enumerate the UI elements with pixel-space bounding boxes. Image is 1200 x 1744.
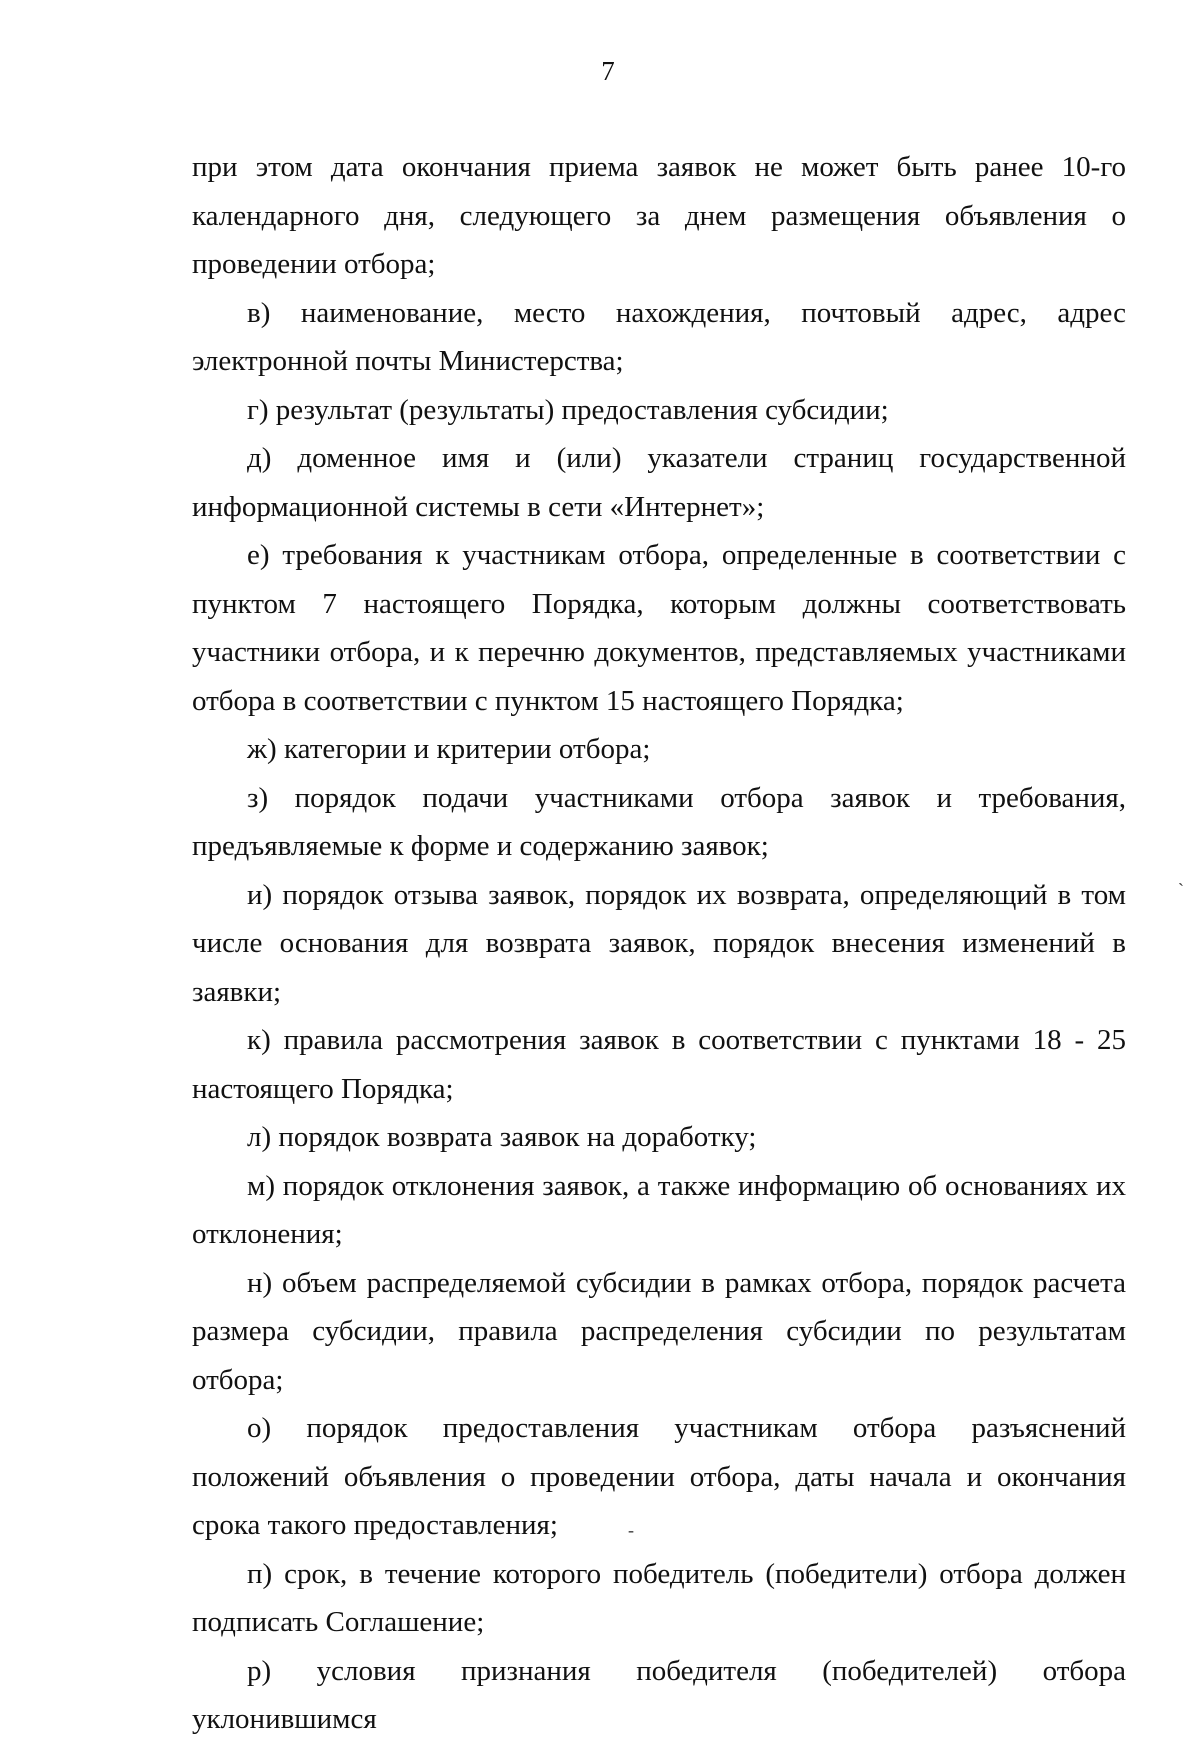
paragraph-item-p: п) срок, в течение которого победитель (победители) отбора должен подписать Соглашение; bbox=[192, 1557, 1126, 1638]
paragraph-item-zh: ж) категории и критерии отбора; bbox=[247, 733, 651, 765]
paragraph-item-z: з) порядок подачи участниками отбора заявок и требования, предъявляемые к форме и содержанию заявок; bbox=[192, 781, 1126, 862]
paragraph-item-l: л) порядок возврата заявок на доработку; bbox=[247, 1121, 757, 1153]
paragraph-item-e: е) требования к участникам отбора, определенные в соответствии с пунктом 7 настоящего Порядка, которым должны соответствовать участники отбора, и к перечню документов, представляемых участниками отбора в соответствии с пунктом 15 настоящего Порядка; bbox=[192, 539, 1126, 717]
page-number: 7 bbox=[601, 56, 615, 86]
scan-artifact-mark: - bbox=[628, 1520, 634, 1540]
paragraph-item-v: в) наименование, место нахождения, почтовый адрес, адрес электронной почты Министерства; bbox=[192, 296, 1126, 377]
paragraph-item-r: р) условия признания победителя (победителей) отбора уклонившимся bbox=[192, 1654, 1126, 1735]
paragraph-item-d: д) доменное имя и (или) указатели страниц государственной информационной системы в сети «Интернет»; bbox=[192, 442, 1126, 523]
document-body bbox=[192, 143, 1126, 1744]
paragraph-item-g: г) результат (результаты) предоставления субсидии; bbox=[247, 393, 889, 426]
paragraph-item-k: к) правила рассмотрения заявок в соответствии с пунктами 18 - 25 настоящего Порядка; bbox=[192, 1024, 1126, 1105]
paragraph-item-i: и) порядок отзыва заявок, порядок их возврата, определяющий в том числе основания для возврата заявок, порядок внесения изменений в заявки; bbox=[192, 878, 1126, 1008]
scan-artifact-mark: ` bbox=[1178, 880, 1184, 900]
paragraph-item-o: о) порядок предоставления участникам отбора разъяснений положений объявления о проведении отбора, даты начала и окончания срока такого предоставления; bbox=[192, 1412, 1126, 1541]
paragraph-continuation: при этом дата окончания приема заявок не может быть ранее 10-го календарного дня, следующего за днем размещения объявления о проведении отбора; bbox=[192, 151, 1126, 280]
paragraph-item-n: н) объем распределяемой субсидии в рамках отбора, порядок расчета размера субсидии, правила распределения субсидии по результатам отбора; bbox=[192, 1266, 1126, 1396]
paragraph-item-m: м) порядок отклонения заявок, а также информацию об основаниях их отклонения; bbox=[192, 1169, 1126, 1250]
